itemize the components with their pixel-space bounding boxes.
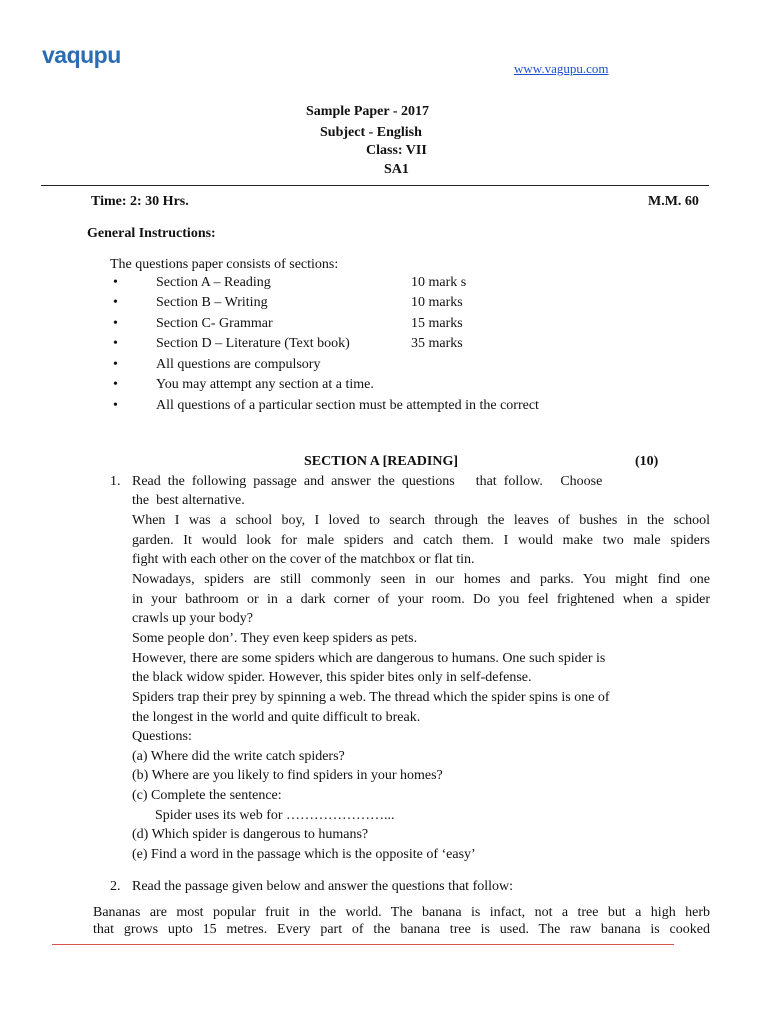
passage-line: fight with each other on the cover of the matchbox or flat tin. [132, 552, 475, 567]
question-2-prompt: Read the passage given below and answer the questions that follow: [132, 879, 514, 894]
passage-line: that grows upto 15 metres. Every part of the banana tree is used. The raw banana is cooked [93, 922, 710, 937]
footer-divider [52, 944, 674, 945]
passage-line: However, there are some spiders which are dangerous to humans. One such spider is [132, 651, 606, 666]
instructions-intro: The questions paper consists of sections: [110, 257, 339, 272]
max-marks: M.M. 60 [648, 194, 699, 209]
header-divider [41, 185, 709, 186]
paper-term: SA1 [384, 162, 409, 177]
passage-line: crawls up your body? [132, 611, 253, 626]
question-number: 2. [110, 879, 121, 894]
list-item: (c) Complete the sentence: [132, 788, 282, 803]
bullet-icon: • [113, 357, 118, 372]
instruction-marks: 35 marks [411, 336, 463, 351]
instruction-text: Section D – Literature (Text book) [156, 336, 350, 351]
bullet-icon: • [113, 316, 118, 331]
passage-line: garden. It would look for male spiders and catch them. I would make two male spiders [132, 533, 710, 548]
paper-subject: Subject - English [320, 125, 422, 140]
bullet-icon: • [113, 377, 118, 392]
passage-line: Nowadays, spiders are still commonly seen in our homes and parks. You might find one [132, 572, 710, 587]
paper-class: Class: VII [366, 143, 427, 158]
bullet-icon: • [113, 398, 118, 413]
instruction-text: You may attempt any section at a time. [156, 377, 374, 392]
bullet-icon: • [113, 295, 118, 310]
instruction-text: Section A – Reading [156, 275, 271, 290]
website-link[interactable]: www.vagupu.com [514, 61, 609, 76]
exam-time: Time: 2: 30 Hrs. [91, 194, 189, 209]
passage-line: Some people don’. They even keep spiders as pets. [132, 631, 418, 646]
instruction-marks: 10 marks [411, 295, 463, 310]
instruction-text: All questions of a particular section must be attempted in the correct [156, 398, 539, 413]
question-number: 1. [110, 474, 121, 489]
list-item: (b) Where are you likely to find spiders in your homes? [132, 768, 443, 783]
instruction-text: Section B – Writing [156, 295, 268, 310]
bullet-icon: • [113, 336, 118, 351]
list-item: Spider uses its web for …………………... [155, 808, 395, 823]
bullet-icon: • [113, 275, 118, 290]
list-item: (d) Which spider is dangerous to humans? [132, 827, 369, 842]
passage-line: Bananas are most popular fruit in the world. The banana is infact, not a tree but a high herb [93, 905, 710, 920]
question-1-prompt: Read the following passage and answer the questions that follow. Choose [132, 474, 603, 489]
instruction-marks: 15 marks [411, 316, 463, 331]
instruction-text: All questions are compulsory [156, 357, 321, 372]
section-a-marks: (10) [635, 454, 659, 469]
question-1-prompt-cont: the best alternative. [132, 493, 245, 508]
list-item: (a) Where did the write catch spiders? [132, 749, 345, 764]
list-item: (e) Find a word in the passage which is the opposite of ‘easy’ [132, 847, 476, 862]
instruction-text: Section C- Grammar [156, 316, 273, 331]
vagupu-logo: vaqupu [42, 42, 121, 68]
paper-title: Sample Paper - 2017 [306, 104, 430, 119]
passage-line: in your bathroom or in a dark corner of your room. Do you feel frightened when a spider [132, 592, 710, 607]
section-a-title: SECTION A [READING] [304, 454, 459, 469]
passage-line: Spiders trap their prey by spinning a web. The thread which the spider spins is one of [132, 690, 610, 705]
passage-line: the black widow spider. However, this spider bites only in self-defense. [132, 670, 532, 685]
passage-line: When I was a school boy, I loved to search through the leaves of bushes in the school [132, 513, 710, 528]
instruction-marks: 10 mark s [411, 275, 467, 290]
instructions-heading: General Instructions: [87, 226, 216, 241]
passage-line: the longest in the world and quite difficult to break. [132, 710, 421, 725]
questions-label: Questions: [132, 729, 192, 744]
